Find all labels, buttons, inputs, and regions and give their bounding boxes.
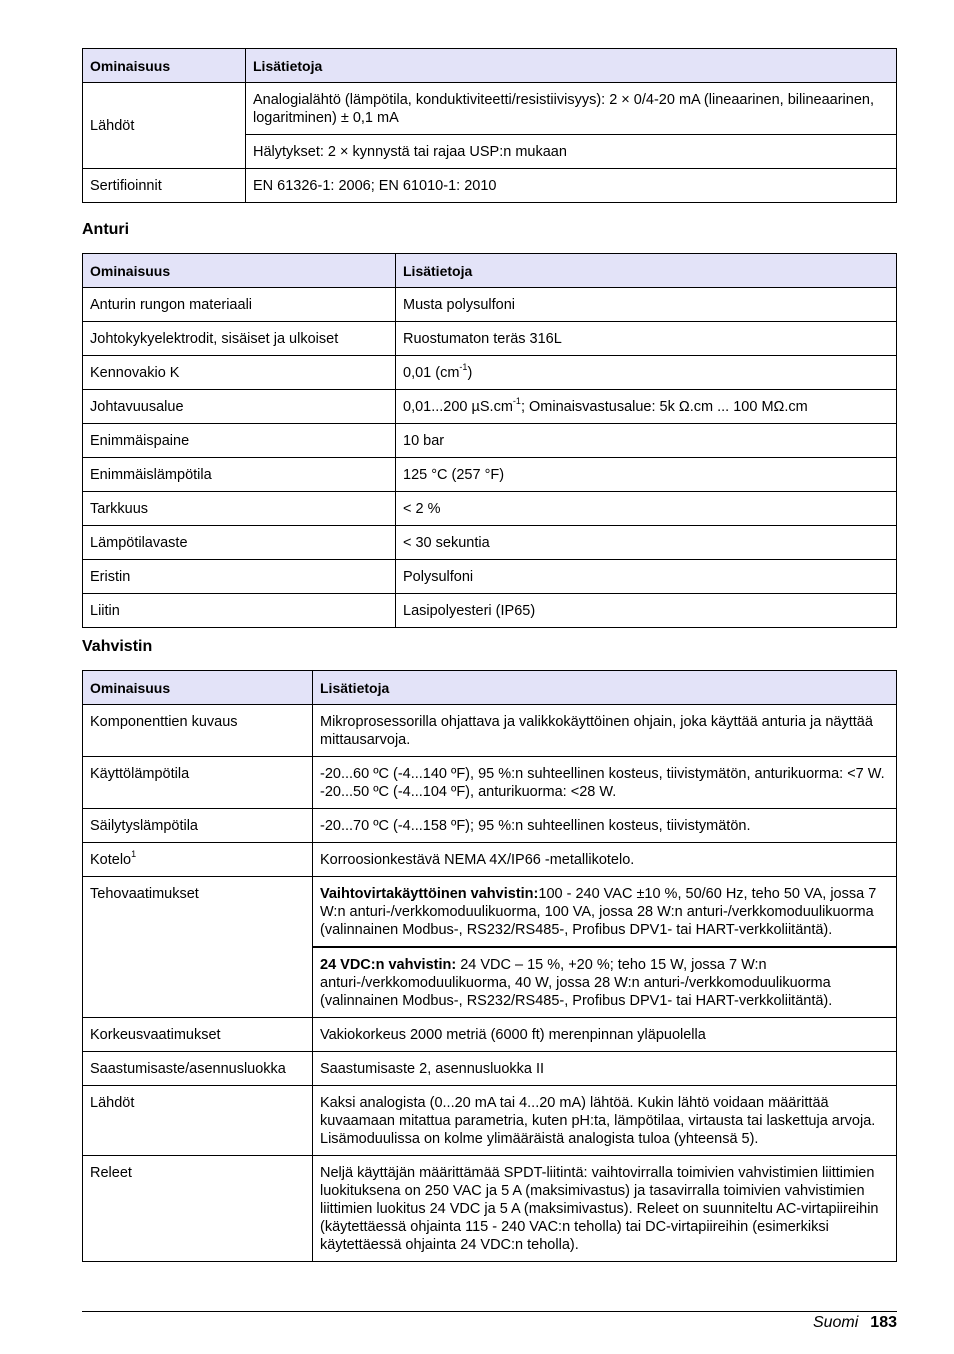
relays-value: Neljä käyttäjän määrittämää SPDT-liitintä: vaihtovirralla toimivien vahvistimien liittimien luokituksena on 250 VAC ja 5 A (maksimivastus) ja tasavirralla toimivien vahvistimien liittimien luokitus 24 VDC ja 5 A (maksimivastus). Releet on suunniteltu AC-virtapiireihin (käytettäessä ohjainta 115 - 240 VAC:n teholla) tai DC-virtapiireihin (esimerkiksi käytettäessä ohjainta 24 VDC:n teholla). [313,1156,897,1262]
sensor-prop: Enimmäispaine [83,424,396,458]
page-footer [813,1314,897,1332]
table-row [83,83,897,135]
sensor-info: 125 °C (257 °F) [396,458,897,492]
table-row [83,757,897,809]
pollution-value: Saastumisaste 2, asennusluokka II [313,1052,897,1086]
sensor-info: 0,01 $(cm^{-1})$ [396,356,897,390]
storage-label: Säilytyslämpötila [83,809,313,843]
table-row [83,560,897,594]
power-dc-value: 24 VDC:n vahvistin: 24 VDC – 15 %, +20 %; teho 15 W, jossa 7 W:n anturi-/verkkomoduulikuorma, 40 W, jossa 28 W:n anturi-/verkkomoduulikuorma (valinnainen Modbus-, RS232/RS485-, Profibus DPV1- tai HART-verkkoliitäntä). [313,947,897,1018]
pollution-label: Saastumisaste/asennusluokka [83,1052,313,1086]
footer-divider [82,1311,897,1312]
header-info: Lisätietoja [313,671,897,705]
sensor-info: < 30 sekuntia [396,526,897,560]
header-info: Lisätietoja [396,254,897,288]
header-property: Ominaisuus [83,671,313,705]
housing-value: Korroosionkestävä NEMA 4X/IP66 -metallikotelo. [313,843,897,877]
sensor-prop: Eristin [83,560,396,594]
cert-value: EN 61326-1: 2006; EN 61010-1: 2010 [246,169,897,203]
sensor-prop: Tarkkuus [83,492,396,526]
sensor-prop: Anturin rungon materiaali [83,288,396,322]
table-row [83,1018,897,1052]
power-ac-value: Vaihtovirtakäyttöinen vahvistin:100 - 240 VAC ±10 %, 50/60 Hz, teho 50 VA, jossa 7 W:n anturi-/verkkomoduulikuorma, 100 VA, jossa 28 W:n anturi-/verkkomoduulikuorma (valinnainen Modbus-, RS232/RS485-, Profibus DPV1- tai HART-verkkoliitäntä). [313,877,897,948]
sensor-prop: Johtokykyelektrodit, sisäiset ja ulkoiset [83,322,396,356]
table-row [83,877,897,948]
table-row [83,390,897,424]
table-row [83,322,897,356]
optemp-label: Käyttölämpötila [83,757,313,809]
section-heading-amplifier: Vahvistin [82,638,153,655]
sensor-info: 10 bar [396,424,897,458]
sensor-info: Musta polysulfoni [396,288,897,322]
power-label: Tehovaatimukset [83,877,313,1018]
table-header-row [83,671,897,705]
sensor-prop: Enimmäislämpötila [83,458,396,492]
spec-table-general [82,48,897,203]
sensor-info: Ruostumaton teräs 316L [396,322,897,356]
sensor-prop: Johtavuusalue [83,390,396,424]
spec-table-sensor [82,253,897,628]
table-row [83,594,897,628]
table-row [83,492,897,526]
table-row [83,705,897,757]
table-row [83,169,897,203]
table-row [83,1086,897,1156]
sensor-prop: Lämpötilavaste [83,526,396,560]
page-number: 183 [870,1314,897,1331]
table-row [83,526,897,560]
sensor-info: Lasipolyesteri (IP65) [396,594,897,628]
table-row [83,1052,897,1086]
header-property: Ominaisuus [83,254,396,288]
table-row [83,288,897,322]
table-header-row [83,254,897,288]
outputs-label: Lähdöt [83,83,246,169]
table-row [83,1156,897,1262]
altitude-value: Vakiokorkeus 2000 metriä (6000 ft) merenpinnan yläpuolella [313,1018,897,1052]
table-header-row [83,49,897,83]
outputs-analog-value: Analogialähtö (lämpötila, konduktiviteetti/resistiivisyys): 2 × 0/4-20 mA (lineaarinen, bilineaarinen, logaritminen) ± 0,1 mA [246,83,897,135]
components-value: Mikroprosessorilla ohjattava ja valikkokäyttöinen ohjain, joka käyttää anturia ja näyttää mittausarvoja. [313,705,897,757]
table-row [83,809,897,843]
table-row [83,458,897,492]
outputs-alarms-value: Hälytykset: 2 × kynnystä tai rajaa USP:n mukaan [246,135,897,169]
outputs-value: Kaksi analogista (0...20 mA tai 4...20 mA) lähtöä. Kukin lähtö voidaan määrittää kuvaamaan mitattua parametria, kuten pH:ta, lämpötilaa, virtausta tai laskettuja arvoja. Lisämoduulissa on kolme ylimääräistä analogista tuloa (yhteensä 5). [313,1086,897,1156]
footnote-marker: 1 [131,849,137,860]
housing-label: Kotelo$^1$ [83,843,313,877]
components-label: Komponenttien kuvaus [83,705,313,757]
altitude-label: Korkeusvaatimukset [83,1018,313,1052]
cert-label: Sertifioinnit [83,169,246,203]
section-heading-sensor: Anturi [82,221,130,238]
sensor-info: Polysulfoni [396,560,897,594]
outputs-label: Lähdöt [83,1086,313,1156]
table-row [83,424,897,458]
footer-language: Suomi [812,1314,859,1331]
table-row [83,843,897,877]
relays-label: Releet [83,1156,313,1262]
sensor-info: 0,01...200 $\mu S.cm^{-1}$; Ominaisvastusalue: 5k Ω.cm ... 100 MΩ.cm [396,390,897,424]
sensor-info: < 2 % [396,492,897,526]
spec-table-amplifier [82,670,897,1262]
sensor-prop: Liitin [83,594,396,628]
table-row [83,356,897,390]
header-info: Lisätietoja [246,49,897,83]
storage-value: -20...70 ºC (-4...158 ºF); 95 %:n suhteellinen kosteus, tiivistymätön. [313,809,897,843]
sensor-prop: Kennovakio K [83,356,396,390]
header-property: Ominaisuus [83,49,246,83]
optemp-value: -20...60 ºC (-4...140 ºF), 95 %:n suhteellinen kosteus, tiivistymätön, anturikuorma: <7 W. -20...50 ºC (-4...104 ºF), anturikuorma: <28 W. [313,757,897,809]
